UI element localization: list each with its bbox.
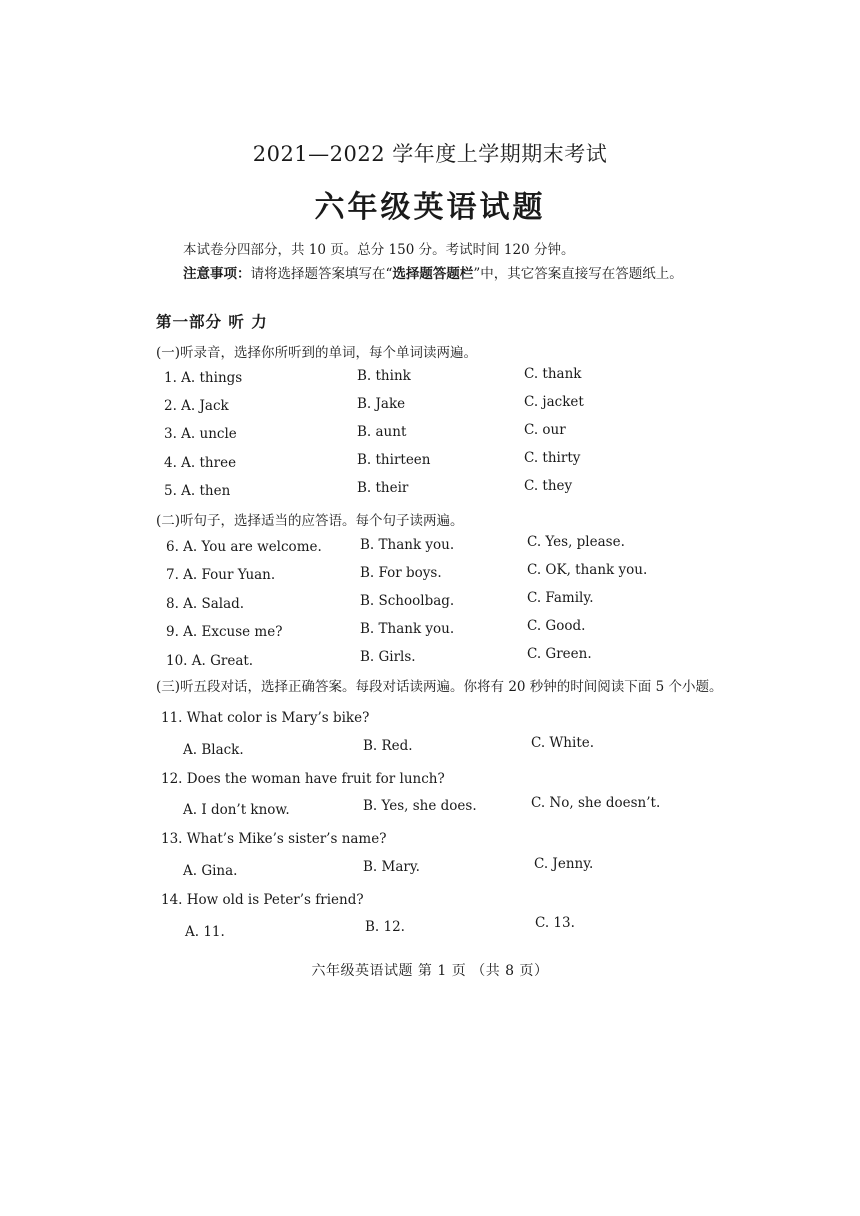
q5-option-a: 5. A. then <box>164 483 231 499</box>
q2-option-a: 2. A. Jack <box>164 398 229 414</box>
q6-option-a: 6. A. You are welcome. <box>166 539 322 555</box>
exam-title: 六年级英语试题 <box>314 190 546 225</box>
section-3-heading: (三)听五段对话，选择正确答案。每段对话读两遍。你将有 20 秒钟的时间阅读下面 5 个小题。 <box>156 679 723 695</box>
q14-question: 14. How old is Peter’s friend? <box>161 892 364 908</box>
q12-option-c: C. No, she doesn’t. <box>531 795 661 811</box>
notice-label: 注意事项： <box>183 266 251 282</box>
q2-option-b: B. Jake <box>357 396 406 412</box>
q4-option-a: 4. A. three <box>164 455 237 471</box>
q13-option-a: A. Gina. <box>183 863 238 879</box>
q10-option-b: B. Girls. <box>360 649 416 665</box>
q12-option-b: B. Yes, she does. <box>363 798 477 814</box>
q9-option-b: B. Thank you. <box>360 621 455 637</box>
q13-option-b: B. Mary. <box>363 859 420 875</box>
page-footer: 六年级英语试题 第 1 页 （共 8 页） <box>311 963 549 979</box>
q11-option-c: C. White. <box>531 735 595 751</box>
q8-option-c: C. Family. <box>527 590 594 606</box>
q2-option-c: C. jacket <box>524 394 584 410</box>
q9-option-a: 9. A. Excuse me? <box>166 624 283 640</box>
part-1-heading: 第一部分 听 力 <box>156 312 268 331</box>
q6-option-b: B. Thank you. <box>360 537 455 553</box>
notice-text-post: ”中，其它答案直接写在答题纸上。 <box>473 266 683 282</box>
q5-option-b: B. their <box>357 480 409 496</box>
q6-option-c: C. Yes, please. <box>527 534 625 550</box>
q1-option-c: C. thank <box>524 366 582 382</box>
q12-option-a: A. I don’t know. <box>183 802 290 818</box>
q7-option-c: C. OK, thank you. <box>527 562 648 578</box>
q10-option-a: 10. A. Great. <box>166 653 254 669</box>
q3-option-b: B. aunt <box>357 424 407 440</box>
q7-option-b: B. For boys. <box>360 565 442 581</box>
q4-option-c: C. thirty <box>524 450 581 466</box>
q8-option-a: 8. A. Salad. <box>166 596 245 612</box>
q14-option-c: C. 13. <box>535 915 575 931</box>
q11-option-a: A. Black. <box>183 742 244 758</box>
section-1-heading: (一)听录音，选择你所听到的单词，每个单词读两遍。 <box>156 345 478 361</box>
intro-line: 本试卷分四部分，共 10 页。总分 150 分。考试时间 120 分钟。 <box>183 242 575 258</box>
notice-bold-text: 选择题答题栏 <box>392 266 474 282</box>
notice-text-pre: 请将选择题答案填写在“ <box>250 266 393 282</box>
q5-option-c: C. they <box>524 478 573 494</box>
q13-question: 13. What’s Mike’s sister’s name? <box>161 831 387 847</box>
section-2-heading: (二)听句子，选择适当的应答语。每个句子读两遍。 <box>156 513 464 529</box>
q11-option-b: B. Red. <box>363 738 413 754</box>
q3-option-a: 3. A. uncle <box>164 426 237 442</box>
notice-line <box>183 262 683 282</box>
q12-question: 12. Does the woman have fruit for lunch? <box>161 771 445 787</box>
q8-option-b: B. Schoolbag. <box>360 593 455 609</box>
q7-option-a: 7. A. Four Yuan. <box>166 567 276 583</box>
q13-option-c: C. Jenny. <box>534 856 594 872</box>
q10-option-c: C. Green. <box>527 646 592 662</box>
q9-option-c: C. Good. <box>527 618 586 634</box>
q14-option-b: B. 12. <box>365 919 405 935</box>
q1-option-b: B. think <box>357 368 411 384</box>
exam-year-line: 2021—2022 学年度上学期期末考试 <box>252 142 608 166</box>
q3-option-c: C. our <box>524 422 566 438</box>
q4-option-b: B. thirteen <box>357 452 431 468</box>
q14-option-a: A. 11. <box>185 924 225 940</box>
q11-question: 11. What color is Mary’s bike? <box>161 710 370 726</box>
q1-option-a: 1. A. things <box>164 370 243 386</box>
